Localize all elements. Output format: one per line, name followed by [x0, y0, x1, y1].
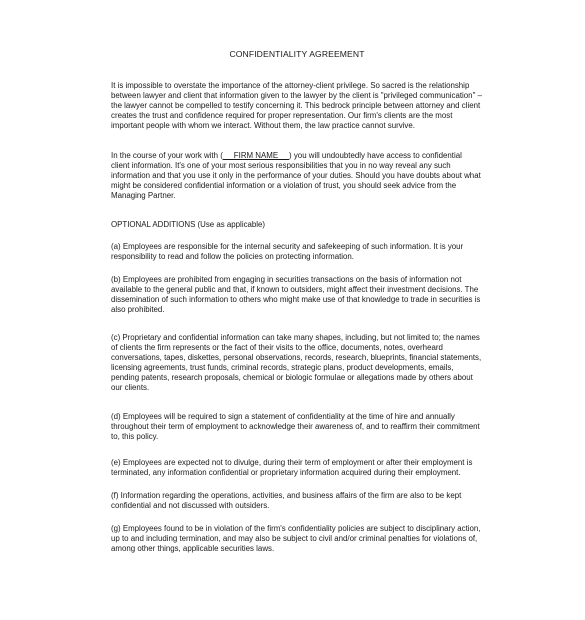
paragraph-item-f — [111, 491, 483, 511]
paragraph-line: confidential and not discussed with outsiders. — [111, 501, 270, 511]
paragraph-line: terminated, any information confidential or proprietary information acquired during their employment. — [111, 468, 461, 478]
optional-additions-heading — [111, 220, 483, 230]
paragraph-line: client information. It's one of your most serious responsibilities that you in no way reveal any such — [111, 161, 451, 171]
paragraph-line: up to and including termination, and may also be subject to civil and/or criminal penalties for violations of, — [111, 534, 478, 544]
paragraph-line: available to the general public and that, if known to outsiders, might affect their investment decisions. The — [111, 285, 479, 295]
paragraph-line: (e) Employees are expected not to divulge, during their term of employment or after their employment is — [111, 458, 473, 467]
paragraph-item-e — [111, 458, 483, 478]
paragraph-line: (c) Proprietary and confidential information can take many shapes, including, but not limited to; the names — [111, 333, 480, 342]
paragraph-line: important people with whom we interact. Without them, the law practice cannot survive. — [111, 121, 415, 131]
paragraph-line: pending patents, research proposals, chemical or biologic formulae or allegations made by others about — [111, 373, 473, 383]
paragraph-line: (g) Employees found to be in violation of the firm's confidentiality policies are subject to disciplinary action, — [111, 524, 481, 533]
paragraph-line: OPTIONAL ADDITIONS (Use as applicable) — [111, 220, 266, 229]
paragraph-line: of clients the firm represents or the fact of their visits to the office, documents, notes, overheard — [111, 343, 443, 353]
paragraph-item-c — [111, 333, 483, 394]
paragraph-privilege — [111, 81, 483, 131]
paragraph-line: our clients. — [111, 383, 150, 393]
paragraph-line: Managing Partner. — [111, 191, 176, 201]
paragraph-line: (b) Employees are prohibited from engaging in securities transactions on the basis of information not — [111, 275, 462, 284]
paragraph-line: creates the trust and confidence required for proper representation. Our firm's clients are the most — [111, 111, 453, 121]
paragraph-line: to, this policy. — [111, 432, 159, 442]
paragraph-line: (a) Employees are responsible for the internal security and safekeeping of such information. It is your — [111, 242, 464, 251]
paragraph-line: licensing agreements, trust funds, criminal records, strategic plans, product developments, emails, — [111, 363, 454, 373]
paragraph-line: responsibility to read and follow the policies on protecting information. — [111, 252, 354, 262]
paragraph-line: between lawyer and client that information given to the lawyer by the client is "privileged communication" – — [111, 91, 482, 101]
paragraph-line: (f) Information regarding the operations, activities, and business affairs of the firm are also to be kept — [111, 491, 462, 500]
firm-name-blank: FIRM NAME — [222, 151, 290, 160]
paragraph-line: dissemination of such information to others who might make use of that knowledge to trade in securities is — [111, 295, 481, 305]
paragraph-item-g — [111, 524, 483, 554]
paragraph-line: (d) Employees will be required to sign a statement of confidentiality at the time of hire and annually — [111, 412, 455, 421]
paragraph-line: It is impossible to overstate the importance of the attorney-client privilege. So sacred is the relationship — [111, 81, 470, 90]
paragraph-line: the lawyer cannot be compelled to testify concerning it. This bedrock principle between attorney and client — [111, 101, 481, 111]
document-title: CONFIDENTIALITY AGREEMENT — [229, 49, 365, 59]
paragraph-line: conversations, tapes, diskettes, personal observations, records, research, blueprints, financial statements, — [111, 353, 482, 363]
paragraph-line: throughout their term of employment to acknowledge their awareness of, and to reaffirm their commitment — [111, 422, 480, 432]
firm-sentence-suffix: ) you will undoubtedly have access to confidential — [289, 151, 462, 160]
paragraph-line — [111, 151, 483, 161]
firm-sentence-prefix: In the course of your work with ( — [111, 151, 223, 160]
paragraph-item-b — [111, 275, 483, 315]
paragraph-line: also prohibited. — [111, 305, 165, 315]
paragraph-line: might be considered confidential information or a violation of trust, you should seek advice from the — [111, 181, 457, 191]
paragraph-item-d — [111, 412, 483, 442]
paragraph-line: among other things, applicable securities laws. — [111, 544, 275, 554]
paragraph-firm-duties — [111, 151, 483, 201]
paragraph-line: information and that you use it only in the performance of your duties. Should you have doubts about what — [111, 171, 481, 181]
paragraph-item-a — [111, 242, 483, 262]
